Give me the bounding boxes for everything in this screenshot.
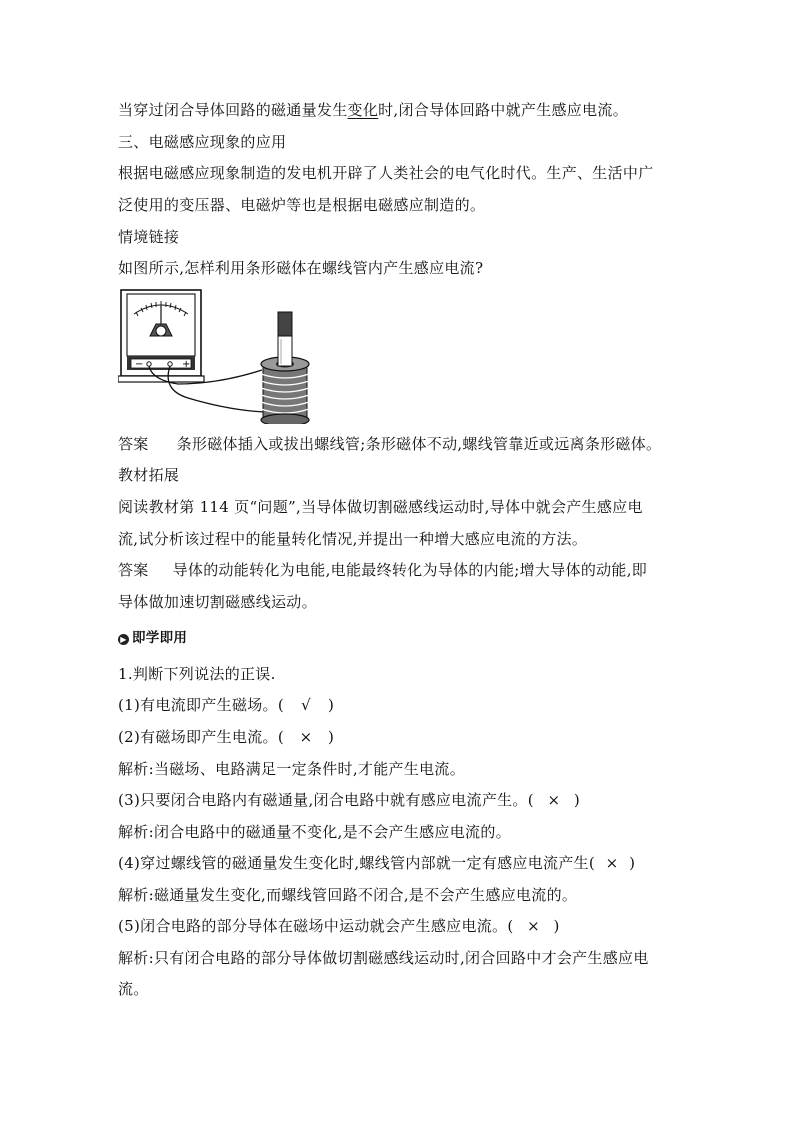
situation-question: 如图所示,怎样利用条形磁体在螺线管内产生感应电流? [118, 259, 484, 277]
judgement-item-5: (5)闭合电路的部分导体在磁场中运动就会产生感应电流。( × ) [118, 917, 560, 935]
section-heading-applications: 三、电磁感应现象的应用 [118, 133, 287, 151]
paragraph-induction-condition: 当穿过闭合导体回路的磁通量发生变化时,闭合导体回路中就产生感应电流。 [118, 101, 628, 119]
underlined-keyword: 变化 [347, 101, 379, 119]
textbook-answer-line2: 导体做加速切割磁感线运动。 [118, 593, 317, 611]
answer-label: 答案 [118, 435, 149, 453]
judgement-item-1: (1)有电流即产生磁场。( √ ) [118, 696, 335, 714]
answer-mark: × [527, 917, 540, 935]
minus-terminal-label: − [135, 359, 144, 370]
plus-terminal-label: + [182, 359, 191, 370]
answer-mark: √ [301, 696, 311, 714]
galvanometer-icon [118, 290, 204, 382]
textbook-extension-title: 教材拓展 [118, 466, 180, 484]
textbook-question-line2: 流,试分析该过程中的能量转化情况,并提出一种增大感应电流的方法。 [118, 530, 588, 548]
answer-label: 答案 [118, 561, 149, 579]
question-1-stem: 1.判断下列说法的正误. [118, 665, 276, 683]
situation-answer: 答案 条形磁体插入或拔出螺线管;条形磁体不动,螺线管靠近或远离条形磁体。 [118, 435, 662, 453]
play-bullet-icon: ▶ [118, 634, 129, 645]
paragraph-generator-line1: 根据电磁感应现象制造的发电机开辟了人类社会的电气化时代。生产、生活中广 [118, 164, 654, 182]
textbook-answer-line1: 答案 导体的动能转化为电能,电能最终转化为导体的内能;增大导体的动能,即 [118, 561, 648, 579]
answer-mark: × [605, 854, 619, 872]
bar-magnet-icon [278, 312, 292, 366]
analysis-2: 解析:闭合电路中的磁通量不变化,是不会产生感应电流的。 [118, 823, 511, 841]
answer-mark: × [547, 791, 561, 809]
answer-mark: × [299, 728, 313, 746]
analysis-4-line2: 流。 [118, 980, 149, 998]
analysis-3: 解析:磁通量发生变化,而螺线管回路不闭合,是不会产生感应电流的。 [118, 886, 578, 904]
judgement-item-3: (3)只要闭合电路内有磁通量,闭合电路中就有感应电流产生。( × ) [118, 791, 581, 809]
textbook-question-line1: 阅读教材第 114 页“问题”,当导体做切割磁感线运动时,导体中就会产生感应电 [118, 498, 643, 516]
judgement-item-4: (4)穿过螺线管的磁通量发生变化时,螺线管内部就一定有感应电流产生( × ) [118, 854, 636, 872]
analysis-1: 解析:当磁场、电路满足一定条件时,才能产生电流。 [118, 760, 466, 778]
solenoid-coil-icon [261, 357, 309, 424]
analysis-4-line1: 解析:只有闭合电路的部分导体做切割磁感线运动时,闭合回路中才会产生感应电 [118, 949, 649, 967]
practice-section-title: ▶ 即学即用 [118, 628, 688, 648]
judgement-item-2: (2)有磁场即产生电流。( × ) [118, 728, 335, 746]
paragraph-generator-line2: 泛使用的变压器、电磁炉等也是根据电磁感应制造的。 [118, 196, 486, 214]
situation-title: 情境链接 [118, 228, 180, 246]
circuit-illustration [118, 284, 318, 424]
galvanometer-solenoid-figure [118, 284, 318, 424]
